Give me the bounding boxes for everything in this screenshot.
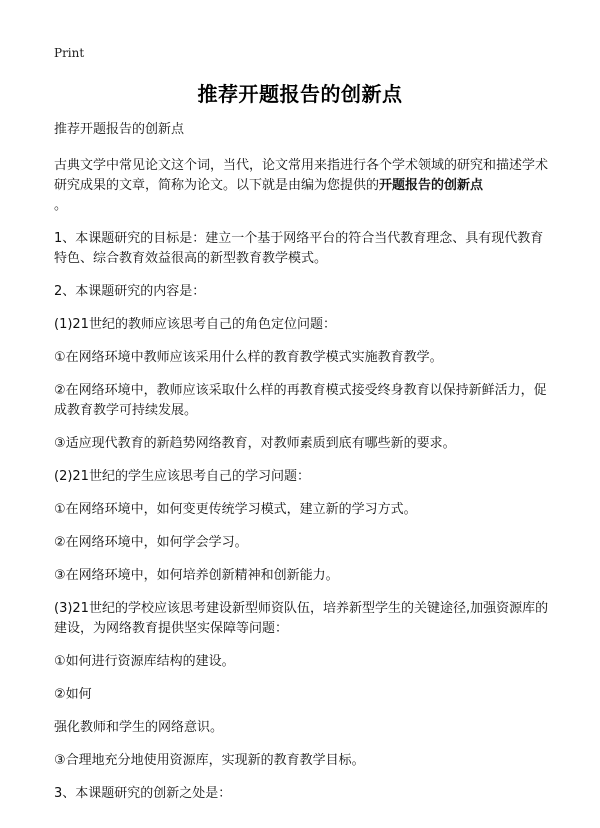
paragraph-school-1: ①如何进行资源库结构的建设。 — [54, 654, 235, 669]
intro-end: 。 — [54, 198, 68, 213]
paragraph-student-2: ②在网络环境中，如何学会学习。 — [54, 535, 248, 550]
paragraph-teacher-heading: (1)21世纪的教师应该思考自己的角色定位问题： — [54, 317, 336, 332]
paragraph-school-2b: 强化教师和学生的网络意识。 — [54, 720, 224, 735]
page-title: 推荐开题报告的创新点 — [197, 82, 403, 106]
paragraph-content-heading: 2、本课题研究的内容是： — [54, 284, 206, 299]
paragraph-student-heading: (2)21世纪的学生应该思考自己的学习问题： — [54, 469, 310, 484]
paragraph-teacher-3: ③适应现代教育的新趋势网络教育，对教师素质到底有哪些新的要求。 — [54, 436, 456, 451]
intro-text: 古典文学中常见论文这个词，当代，论文常用来指进行各个学术领域的研究和描述学术研究成果的文章，简称为论文。以下就是由编为您提供的 — [54, 158, 549, 193]
article-body — [54, 120, 554, 817]
intro-paragraph — [54, 156, 554, 216]
paragraph-student-3: ③在网络环境中，如何培养创新精神和创新能力。 — [54, 568, 339, 583]
paragraph-student-1: ①在网络环境中，如何变更传统学习模式，建立新的学习方式。 — [54, 502, 417, 517]
paragraph-innovation-heading: 3、本课题研究的创新之处是： — [54, 786, 232, 801]
intro-keyword: 开题报告的创新点 — [379, 178, 484, 193]
paragraph-school-heading: (3)21世纪的学校应该思考建设新型师资队伍，培养新型学生的关键途径,加强资源库的建设，为网络教育提供坚实保障等问题： — [54, 601, 549, 636]
paragraph-school-3: ③合理地充分地使用资源库，实现新的教育教学目标。 — [54, 753, 365, 768]
print-link[interactable]: Print — [54, 46, 85, 60]
paragraph-school-2a: ②如何 — [54, 687, 92, 702]
paragraph-goal: 1、本课题研究的目标是：建立一个基于网络平台的符合当代教育理念、具有现代教育特色、综合教育效益很高的新型教育教学模式。 — [54, 231, 544, 266]
paragraph-teacher-1: ①在网络环境中教师应该采用什么样的教育教学模式实施教育教学。 — [54, 350, 443, 365]
article-subtitle: 推荐开题报告的创新点 — [54, 122, 185, 137]
paragraph-teacher-2: ②在网络环境中，教师应该采取什么样的再教育模式接受终身教育以保持新鲜活力，促成教育教学可持续发展。 — [54, 383, 547, 418]
